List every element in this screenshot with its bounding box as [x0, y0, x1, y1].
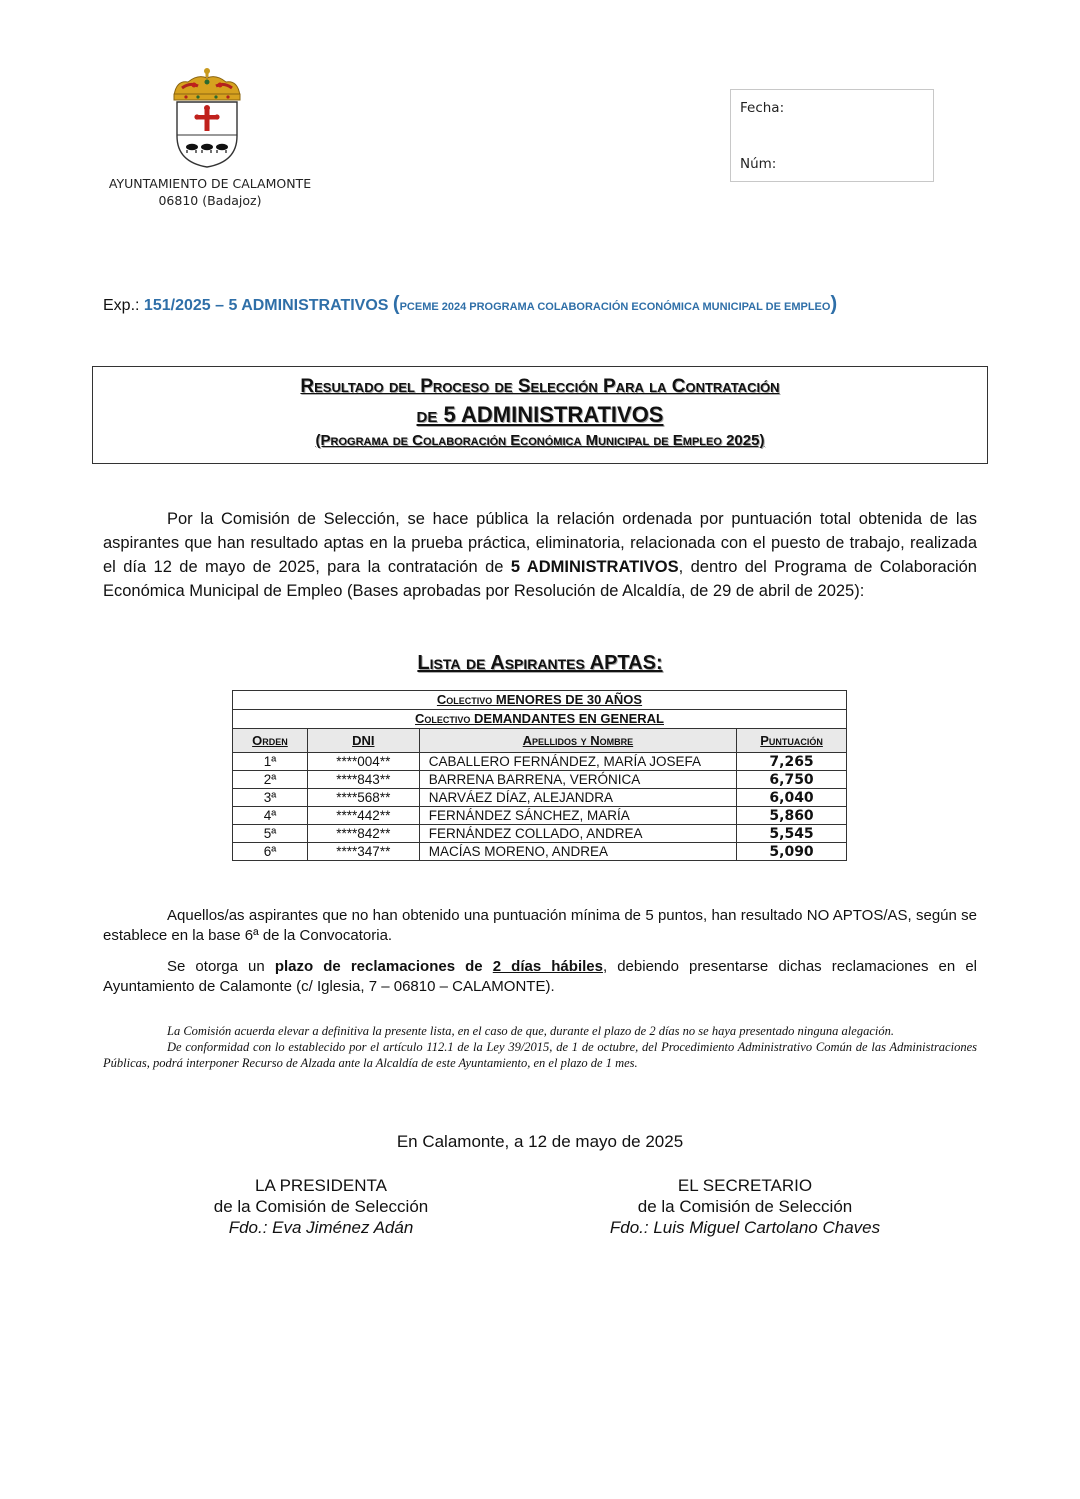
cell-nombre: FERNÁNDEZ COLLADO, ANDREA [419, 825, 736, 843]
title-line-3: (Programa de Colaboración Económica Municipal de Empleo 2025) [315, 432, 765, 449]
cell-dni: ****568** [307, 789, 419, 807]
no-aptos-paragraph: Aquellos/as aspirantes que no han obtenido una puntuación mínima de 5 puntos, han resultado NO APTOS/AS, según se establece en la base 6ª de la Convocatoria. [103, 907, 977, 944]
plazo-text-2: , debiendo presentarse dichas reclamaciones en el Ayuntamiento de Calamonte (c/ Iglesia, 7 – 06810 – CALAMONTE). [103, 958, 978, 995]
fecha-label: Fecha: [740, 100, 785, 116]
note-recurso: De conformidad con lo establecido por el artículo 112.1 de la Ley 39/2015, de 1 de octubre, del Procedimiento Administrativo Común de las Administraciones Públicas, podrá interponer Recurso de Alzada ante la Alcaldía de este Ayuntamiento, en el plazo de 1 mes. [103, 1040, 977, 1070]
municipality-postal: 06810 (Badajoz) [158, 193, 262, 208]
cell-puntuacion: 5,090 [737, 843, 847, 861]
intro-text-2: , dentro del Programa de Colaboración Económica Municipal de Empleo (Bases aprobadas por Resolución de Alcaldía, de 29 de abril de 2025): [103, 558, 977, 600]
cell-orden: 5ª [233, 825, 308, 843]
num-label: Núm: [740, 156, 777, 172]
municipal-coat-of-arms [168, 66, 246, 170]
cell-nombre: MACÍAS MORENO, ANDREA [419, 843, 736, 861]
signature-name: Fdo.: Eva Jiménez Adán [228, 1218, 414, 1237]
table-row [233, 807, 847, 825]
group-header-2: Colectivo DEMANDANTES EN GENERAL [233, 710, 847, 729]
exp-paren-close: ) [830, 293, 838, 315]
col-dni: DNI [307, 729, 419, 753]
title-line-1: Resultado del Proceso de Selección Para la Contratación [300, 376, 780, 397]
cell-dni: ****842** [307, 825, 419, 843]
cell-puntuacion: 6,040 [737, 789, 847, 807]
legal-notes [103, 1023, 977, 1071]
plazo-bold-1: plazo de reclamaciones de [274, 958, 493, 975]
cell-puntuacion: 7,265 [737, 753, 847, 771]
signature-body: de la Comisión de Selección [213, 1197, 429, 1216]
cell-orden: 2ª [233, 771, 308, 789]
cell-dni: ****004** [307, 753, 419, 771]
expediente-line [103, 293, 983, 316]
registry-stamp-box [730, 89, 934, 182]
col-nombre: Apellidos y Nombre [419, 729, 736, 753]
signature-role: EL SECRETARIO [677, 1176, 813, 1195]
cell-orden: 3ª [233, 789, 308, 807]
exp-prefix: Exp.: [103, 297, 140, 314]
cell-dni: ****442** [307, 807, 419, 825]
signature-name: Fdo.: Luis Miguel Cartolano Chaves [609, 1218, 881, 1237]
intro-paragraph [103, 507, 977, 603]
table-row [233, 825, 847, 843]
cell-dni: ****843** [307, 771, 419, 789]
signature-role: LA PRESIDENTA [255, 1176, 387, 1195]
cell-orden: 1ª [233, 753, 308, 771]
plazo-bold-days: 2 días hábiles [492, 958, 603, 975]
signature-secretario [585, 1175, 905, 1238]
place-and-date: En Calamonte, a 12 de mayo de 2025 [396, 1132, 684, 1151]
cell-orden: 6ª [233, 843, 308, 861]
municipality-header [90, 175, 330, 209]
cell-puntuacion: 6,750 [737, 771, 847, 789]
column-headers [233, 729, 847, 753]
intro-text-1: Por la Comisión de Selección, se hace pública la relación ordenada por puntuación total obtenida de las aspirantes que han resultado aptas en la prueba práctica, eliminatoria, relacionada con el puesto de trabajo, realizada el día 12 de mayo de 2025, para la contratación de [103, 510, 977, 576]
table-row [233, 789, 847, 807]
signature-body: de la Comisión de Selección [637, 1197, 853, 1216]
candidates-table [232, 690, 847, 861]
table-row [233, 753, 847, 771]
signature-presidenta [161, 1175, 481, 1238]
cell-puntuacion: 5,545 [737, 825, 847, 843]
table-row [233, 771, 847, 789]
cell-nombre: BARRENA BARRENA, VERÓNICA [419, 771, 736, 789]
intro-bold: 5 ADMINISTRATIVOS [510, 558, 679, 576]
group-header-1: Colectivo MENORES DE 30 AÑOS [233, 691, 847, 710]
col-orden: Orden [233, 729, 308, 753]
col-puntuacion: Puntuación [737, 729, 847, 753]
exp-program: PCEME 2024 PROGRAMA COLABORACIÓN ECONÓMICA MUNICIPAL DE EMPLEO [399, 301, 831, 313]
cell-nombre: CABALLERO FERNÁNDEZ, MARÍA JOSEFA [419, 753, 736, 771]
table-row [233, 843, 847, 861]
cell-puntuacion: 5,860 [737, 807, 847, 825]
cell-dni: ****347** [307, 843, 419, 861]
cell-nombre: FERNÁNDEZ SÁNCHEZ, MARÍA [419, 807, 736, 825]
list-title: Lista de Aspirantes APTAS: [417, 652, 663, 674]
exp-paren-open: ( [392, 293, 400, 315]
title-line-2: de 5 ADMINISTRATIVOS [416, 402, 664, 427]
cell-orden: 4ª [233, 807, 308, 825]
exp-number: 151/2025 – 5 ADMINISTRATIVOS [143, 297, 389, 314]
reclamaciones-paragraph [103, 957, 977, 997]
document-title-box [92, 366, 988, 464]
municipality-name: AYUNTAMIENTO DE CALAMONTE [108, 176, 312, 191]
cell-nombre: NARVÁEZ DÍAZ, ALEJANDRA [419, 789, 736, 807]
note-definitiva: La Comisión acuerda elevar a definitiva la presente lista, en el caso de que, durante el plazo de 2 días no se haya presentado ninguna alegación. [167, 1024, 894, 1038]
plazo-text-1: Se otorga un [167, 958, 275, 975]
